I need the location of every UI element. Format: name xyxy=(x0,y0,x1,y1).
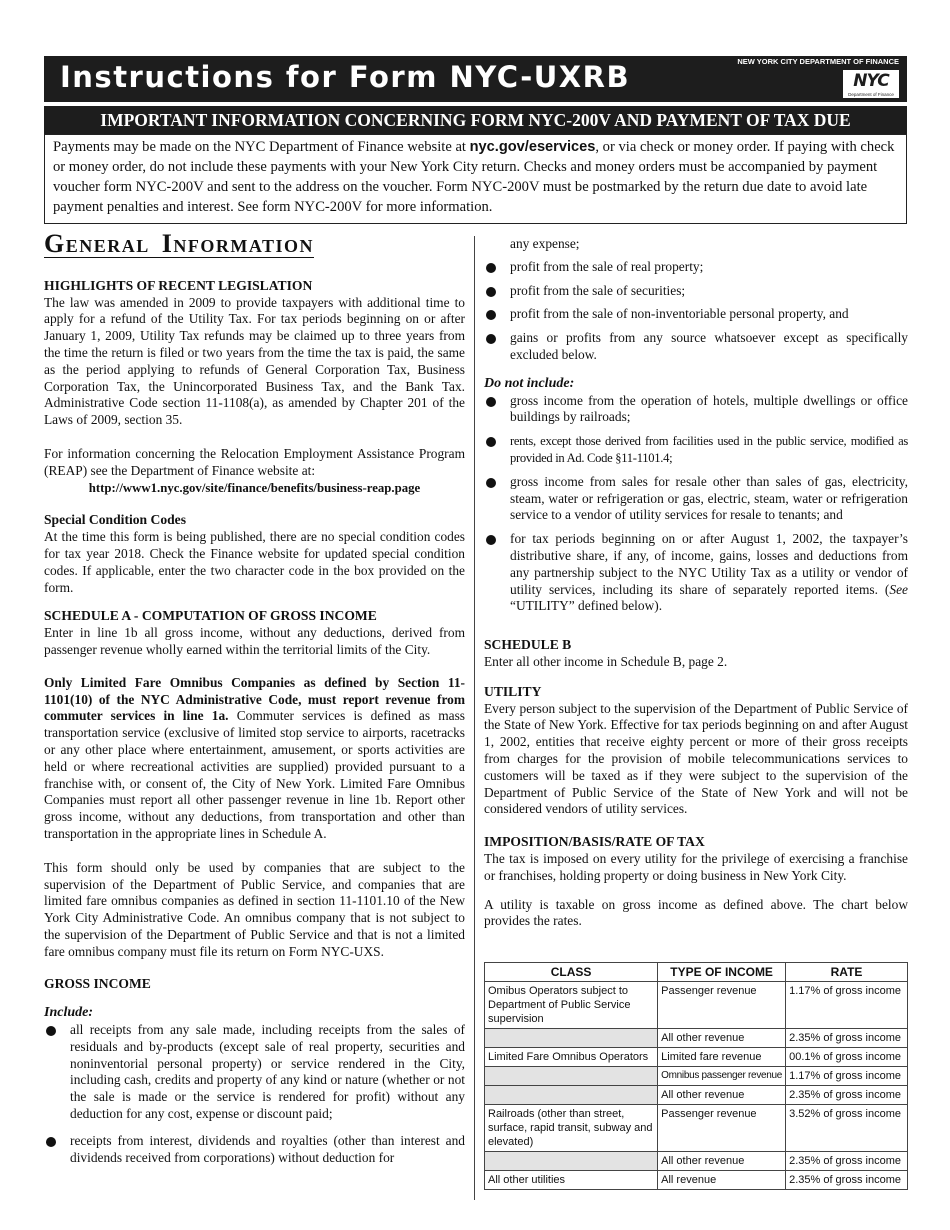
rate-cell: 2.35% of gross income xyxy=(786,1029,908,1048)
type-cell: All other revenue xyxy=(658,1152,786,1171)
rate-cell: 1.17% of gross income xyxy=(786,982,908,1029)
include-list-continued xyxy=(484,259,908,364)
list-item: profit from the sale of non-inventoriable personal property, and xyxy=(484,306,908,323)
page-title: Instructions for Form NYC-UXRB xyxy=(60,60,631,94)
left-column xyxy=(44,229,465,1166)
reap-url[interactable]: http://www1.nyc.gov/site/finance/benefits/business-reap.page xyxy=(88,480,421,495)
notice-text-after: , or via check or money order. If paying with check or money order, do not include these payments with your New York City return. Checks and money orders must be accompanied by payment voucher form NYC-200V and sent to the address on the voucher. Form NYC-200V must be postmarked by the return due date to avoid late payment penalties and interest. See form NYC-200V for more information. xyxy=(53,139,895,215)
special-codes-heading: Special Condition Codes xyxy=(44,512,187,528)
table-row xyxy=(485,1171,908,1190)
class-cell xyxy=(485,1067,658,1086)
do-not-include-label: Do not include: xyxy=(484,375,575,391)
type-cell: Limited fare revenue xyxy=(658,1048,786,1067)
utility-text: Every person subject to the supervision of the Department of Public Service of the State of New York. Effective for tax periods beginning on and after August 1, 2002, entities that receive eighty percent or more of their gross receipts from charges for the provision of mobile telecommunications services to customers will be taxed as if they were subject to the supervision of the Department of Public Service of the State of New York and will not be considered vendors of utility services. xyxy=(484,700,908,817)
table-header-row xyxy=(485,963,908,982)
col-header-rate: RATE xyxy=(786,963,908,982)
list-item: for tax periods beginning on or after August 1, 2002, the taxpayer’s distributive share, if any, of income, gains, losses and deductions from any partnership subject to the NYC Utility Tax as a utility or vendor of utility services, including its share of separately reported items. (See “UTILITY” defined below). xyxy=(484,531,908,615)
imposition-text: The tax is imposed on every utility for the privilege of exercising a franchise or franchises, holding property or doing business in New York City. xyxy=(484,850,908,883)
list-item: profit from the sale of securities; xyxy=(484,283,908,300)
type-cell: All other revenue xyxy=(658,1086,786,1105)
right-column xyxy=(484,236,908,930)
logo-subtext: Department of Finance xyxy=(848,92,894,97)
special-codes-text: At the time this form is being published, there are no special condition codes for tax year 2018. Check the Finance website for updated special condition codes. If applicable, enter the two character code in the box provided on the form. xyxy=(44,529,465,595)
reap-text: For information concerning the Relocation Employment Assistance Program (REAP) see the Department of Finance website at: xyxy=(44,445,465,478)
rate-table xyxy=(484,962,908,1190)
highlights-text: The law was amended in 2009 to provide taxpayers with additional time to apply for a refund of the Utility Tax. For tax periods beginning on or after January 1, 2009, Utility Tax refunds may be claimed up to three years from the time the return is filed or two years from the time the tax is paid, the same as the period applying to refunds of General Corporation Tax, Business Corporation Tax, the Unincorporated Business Tax, and the Bank Tax. Administrative Code section 11-1108(a), as amended by Chapter 201 of the Laws of 2009, section 35. xyxy=(44,294,465,428)
class-cell xyxy=(485,1029,658,1048)
rate-cell: 2.35% of gross income xyxy=(786,1171,908,1190)
list-item: rents, except those derived from facilities used in the public service, modified as provided in Ad. Code §11-1101.4; xyxy=(484,433,908,467)
form-use-text: This form should only be used by companies that are subject to the supervision of the Department of Public Service, and companies that are limited fare omnibus companies as defined in section 11-1101.10 of the New York City Administrative Code. An omnibus company that is not subject to the supervision of the Department of Public Service and that is not a limited fare omnibus company must file its return on Form NYC-UXS. xyxy=(44,859,465,959)
col-header-type: TYPE OF INCOME xyxy=(658,963,786,982)
class-cell xyxy=(485,1086,658,1105)
rate-cell: 2.35% of gross income xyxy=(786,1152,908,1171)
rate-cell: 3.52% of gross income xyxy=(786,1105,908,1152)
table-row xyxy=(485,1029,908,1048)
schedule-a-heading: SCHEDULE A - COMPUTATION OF GROSS INCOME xyxy=(44,608,377,624)
rate-cell: 2.35% of gross income xyxy=(786,1086,908,1105)
logo-text: NYC xyxy=(853,71,889,91)
list-item: gains or profits from any source whatsoever except as specifically excluded below. xyxy=(484,330,908,364)
list-item: profit from the sale of real property; xyxy=(484,259,908,276)
title-bar xyxy=(44,56,907,102)
list-item: gross income from sales for resale other than sales of gas, electricity, steam, water or refrigeration or gas, electric, steam, water or refrigeration service to a vendor of utility services for resale to tenants; and xyxy=(484,474,908,524)
imposition-rates-text: A utility is taxable on gross income as defined above. The chart below provides the rates. xyxy=(484,896,908,929)
column-divider xyxy=(474,236,475,1200)
type-cell: Passenger revenue xyxy=(658,982,786,1029)
include-label: Include: xyxy=(44,1005,93,1021)
list-item: receipts from interest, dividends and royalties (other than interest and dividends received from corporations) without deduction for xyxy=(44,1133,465,1167)
class-cell: Omibus Operators subject to Department of Public Service supervision xyxy=(485,982,658,1029)
list-item: gross income from the operation of hotels, multiple dwellings or office buildings by railroads; xyxy=(484,393,908,427)
type-cell: Passenger revenue xyxy=(658,1105,786,1152)
exclude-list xyxy=(484,393,908,616)
table-row xyxy=(485,1152,908,1171)
notice-text-before: Payments may be made on the NYC Department of Finance website at xyxy=(53,139,470,155)
utility-heading: UTILITY xyxy=(484,683,542,699)
nyc-logo xyxy=(843,70,899,98)
class-cell xyxy=(485,1152,658,1171)
notice-box xyxy=(44,134,907,224)
class-cell: All other utilities xyxy=(485,1171,658,1190)
class-cell: Limited Fare Omnibus Operators xyxy=(485,1048,658,1067)
schedule-b-heading: SCHEDULE B xyxy=(484,637,572,653)
eservices-link[interactable]: nyc.gov/eservices xyxy=(469,139,596,155)
table-row xyxy=(485,1067,908,1086)
include-list xyxy=(44,1022,465,1166)
schedule-b-text: Enter all other income in Schedule B, page 2. xyxy=(484,653,728,669)
limited-fare-paragraph xyxy=(44,675,465,843)
department-name: NEW YORK CITY DEPARTMENT OF FINANCE xyxy=(737,57,899,66)
type-cell: All other revenue xyxy=(658,1029,786,1048)
type-cell: Omnibus passenger revenue xyxy=(658,1067,786,1086)
col-header-class: CLASS xyxy=(485,963,658,982)
table-row xyxy=(485,1048,908,1067)
list-item: all receipts from any sale made, including receipts from the sales of residuals and by-products (except sale of real property, securities and noninventorial personal property) or service rendered in the City, including cash, credits and property of any kind or nature (whether or not the sale is made or the service is rendered for profit) without any deduction for any cost, expense or discount paid; xyxy=(44,1022,465,1123)
rate-cell: 1.17% of gross income xyxy=(786,1067,908,1086)
section-title: GENERAL INFORMATION xyxy=(44,229,315,258)
limited-fare-text: Commuter services is defined as mass transportation service (exclusive of limited stop service to airports, racetracks or any other place where entertainment, amusement, or sports activities are held or where recreational activities are supplied) provided pursuant to a franchise with, or consent of, the City of New York. Limited Fare Omnibus Companies must report all other passenger revenue in line 1b. Report other gross income, without any deductions, from transportation and other than transportation in the appropriate lines in Schedule A. xyxy=(44,708,465,841)
type-cell: All revenue xyxy=(658,1171,786,1190)
limited-fare-bold: Only Limited Fare Omnibus Companies as defined by Section 11-1101(10) of the NYC Administrative Code, must report revenue from commuter services in line 1a. xyxy=(44,674,465,724)
class-cell: Railroads (other than street, surface, rapid transit, subway and elevated) xyxy=(485,1105,658,1152)
highlights-heading: HIGHLIGHTS OF RECENT LEGISLATION xyxy=(44,277,313,293)
table-row xyxy=(485,1105,908,1152)
rate-cell: 00.1% of gross income xyxy=(786,1048,908,1067)
table-row xyxy=(485,982,908,1029)
include-continued: any expense; xyxy=(510,236,580,251)
table-row xyxy=(485,1086,908,1105)
gross-income-heading: GROSS INCOME xyxy=(44,976,151,992)
notice-heading: IMPORTANT INFORMATION CONCERNING FORM NYC-200V AND PAYMENT OF TAX DUE xyxy=(44,106,907,134)
imposition-heading: IMPOSITION/BASIS/RATE OF TAX xyxy=(484,834,705,850)
schedule-a-text: Enter in line 1b all gross income, without any deductions, derived from passenger revenue wholly earned within the territorial limits of the City. xyxy=(44,625,465,657)
